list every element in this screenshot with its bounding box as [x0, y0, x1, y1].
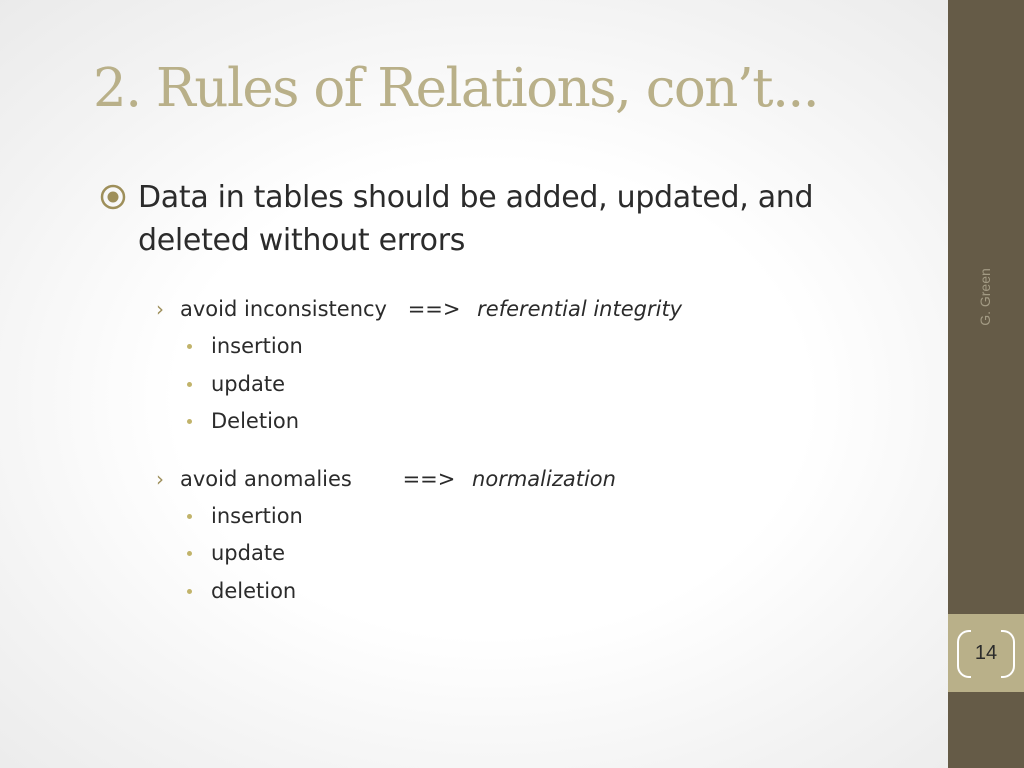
page-number-box — [948, 614, 1024, 692]
bullet-item — [100, 176, 900, 262]
list-item-text: insertion — [211, 503, 303, 528]
sub-item-label: avoid anomalies — [180, 466, 352, 491]
list-item-text: update — [211, 541, 285, 565]
chevron-right-icon: › — [156, 466, 164, 491]
sub-item-label: avoid inconsistency — [180, 297, 387, 321]
chevron-right-icon: › — [156, 297, 164, 321]
sub-list — [100, 296, 900, 610]
list-item-text: deletion — [211, 578, 297, 603]
dot-bullet-icon — [187, 514, 192, 519]
list-item-text: Deletion — [211, 409, 300, 433]
sub-item-target: referential integrity — [477, 297, 683, 321]
list-item — [100, 366, 900, 404]
dot-bullet-icon — [187, 382, 192, 387]
list-item — [100, 573, 900, 611]
slide-content — [100, 176, 900, 610]
list-item — [100, 498, 900, 536]
list-item — [100, 535, 900, 573]
list-item — [100, 403, 900, 441]
list-item-text: update — [211, 371, 285, 396]
list-item-text: insertion — [211, 334, 303, 358]
dot-bullet-icon — [187, 419, 192, 424]
radio-bullet-icon — [100, 184, 126, 210]
bullet-text: Data in tables should be added, updated, and deleted without errors — [138, 180, 814, 258]
dot-bullet-icon — [187, 551, 192, 556]
child-list — [100, 498, 900, 611]
slide-title: 2. Rules of Relations, con’t... — [93, 58, 819, 119]
dot-bullet-icon — [187, 344, 192, 349]
sub-item-arrow: ==> — [402, 466, 456, 491]
page-number: 14 — [974, 642, 998, 664]
dot-bullet-icon — [187, 589, 192, 594]
sub-item-target: normalization — [472, 466, 616, 491]
child-list — [100, 328, 900, 441]
list-item — [100, 328, 900, 366]
sub-item-arrow: ==> — [407, 297, 461, 321]
sub-item-inconsistency — [100, 296, 900, 322]
sub-item-anomalies — [100, 466, 900, 492]
footer-author: G. Green — [977, 268, 993, 326]
